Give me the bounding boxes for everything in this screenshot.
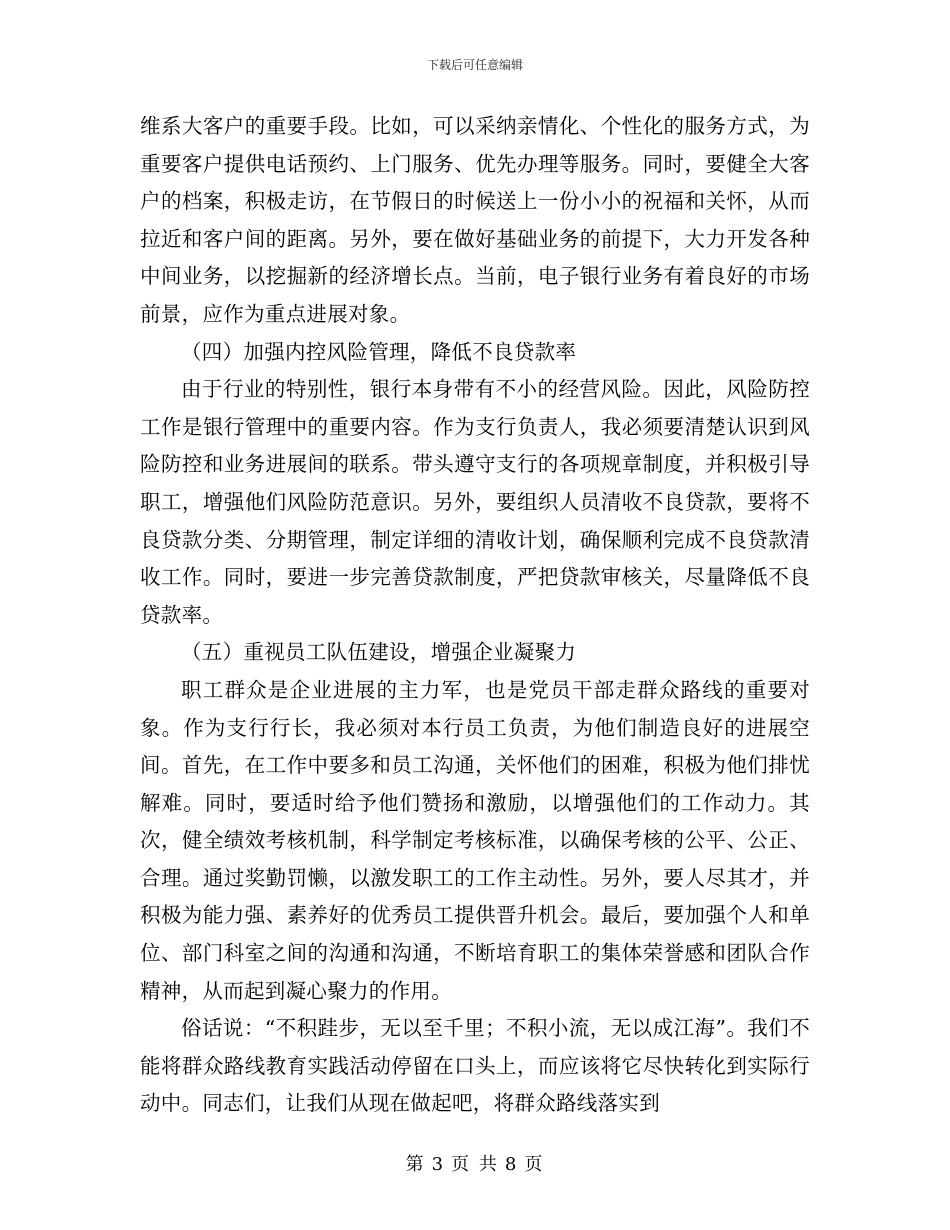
footer-middle: 页 共 [451,1154,499,1175]
section-heading-risk-control: （四）加强内控风险管理，降低不良贷款率 [181,339,577,364]
footer-prefix: 第 [405,1154,426,1175]
footer-current-page: 3 [431,1154,446,1175]
page-footer [0,1150,950,1176]
section-heading-staff-building: （五）重视员工队伍建设，增强企业凝聚力 [181,640,577,665]
footer-suffix: 页 [524,1154,545,1175]
page-header: 下载后可任意编辑 [426,58,523,72]
paragraph-conclusion: 俗话说：“不积跬步，无以至千里；不积小流，无以成江海”。我们不能将群众路线教育实践活动停留在口头上，而应该将它尽快转化到实际行动中。同志们，让我们从现在做起吧，将群众路线落实到 [140,1016,810,1116]
document-body [140,108,810,1123]
paragraph-risk-control: 由于行业的特别性，银行本身带有不小的经营风险。因此，风险防控工作是银行管理中的重要内容。作为支行负责人，我必须要清楚认识到风险防控和业务进展间的联系。带头遵守支行的各项规章制度，并积极引导职工，增强他们风险防范意识。另外，要组织人员清收不良贷款，要将不良贷款分类、分期管理，制定详细的清收计划，确保顺利完成不良贷款清收工作。同时，要进一步完善贷款制度，严把贷款审核关，尽量降低不良贷款率。 [140,377,810,627]
paragraph-client-service: 维系大客户的重要手段。比如，可以采纳亲情化、个性化的服务方式，为重要客户提供电话预约、上门服务、优先办理等服务。同时，要健全大客户的档案，积极走访，在节假日的时候送上一份小小的祝福和关怀，从而拉近和客户间的距离。另外，要在做好基础业务的前提下，大力开发各种中间业务，以挖掘新的经济增长点。当前，电子银行业务有着良好的市场前景，应作为重点进展对象。 [140,114,810,326]
footer-total-pages: 8 [504,1154,519,1175]
paragraph-staff-building: 职工群众是企业进展的主力军，也是党员干部走群众路线的重要对象。作为支行行长，我必须对本行员工负责，为他们制造良好的进展空间。首先，在工作中要多和员工沟通，关怀他们的困难，积极为他们排忧解难。同时，要适时给予他们赞扬和激励，以增强他们的工作动力。其次，健全绩效考核机制，科学制定考核标准，以确保考核的公平、公正、合理。通过奖勤罚懒，以激发职工的工作主动性。另外，要人尽其才，并积极为能力强、素养好的优秀员工提供晋升机会。最后，要加强个人和单位、部门科室之间的沟通和沟通，不断培育职工的集体荣誉感和团队合作精神，从而起到凝心聚力的作用。 [140,677,810,1003]
